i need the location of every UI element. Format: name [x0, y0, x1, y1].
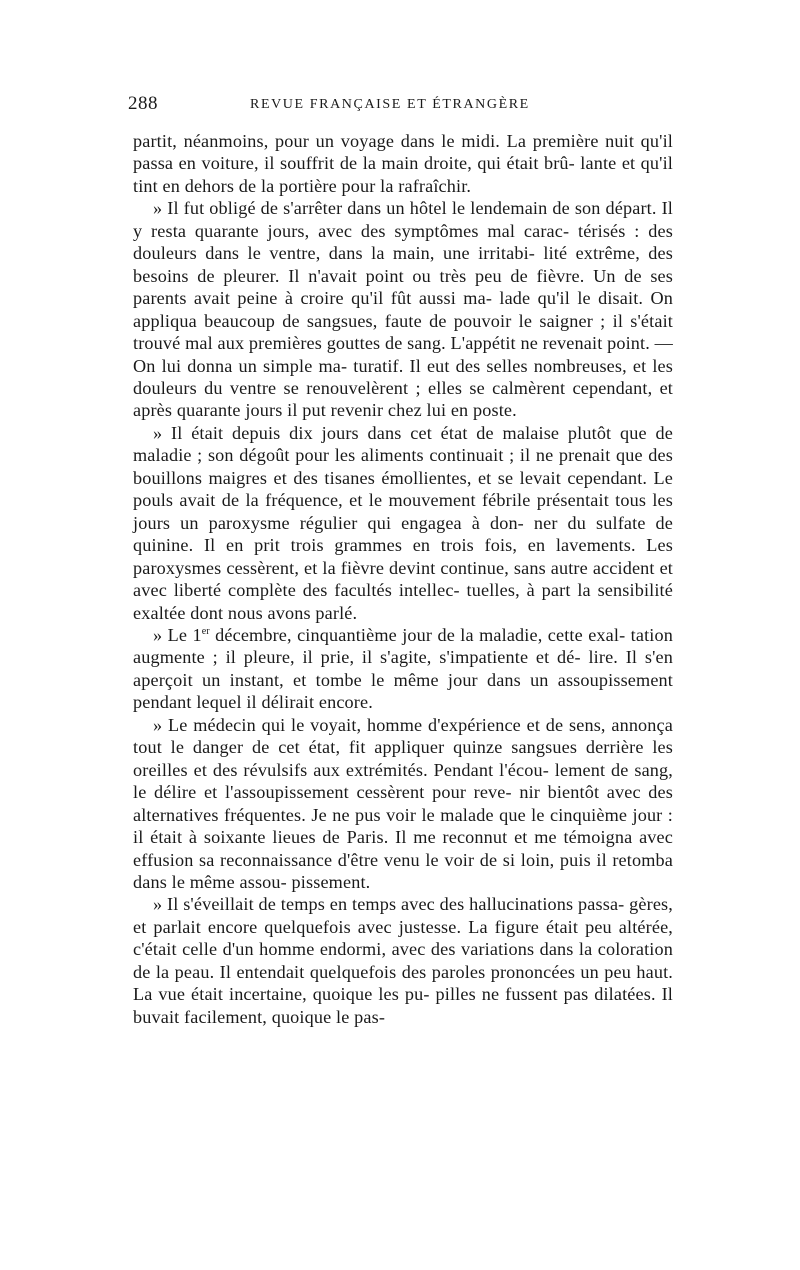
paragraph-2: » Il fut obligé de s'arrêter dans un hôtel le lendemain de son départ. Il y resta quarante jours, avec des symptômes mal carac- térisés : des douleurs dans le ventre, dans la main, une irritabi- lité extrême, des besoins de pleurer. Il n'avait point ou très peu de fièvre. Un de ses parents avait peine à croire qu'il fût aussi ma- lade qu'il le disait. On appliqua beaucoup de sangsues, faute de pouvoir le saigner ; il s'était trouvé mal aux premières gouttes de sang. L'appétit ne revenait point. — On lui donna un simple ma- turatif. Il eut des selles nombreuses, et les douleurs du ventre se renouvelèrent ; elles se calmèrent cependant, et après quarante jours il put revenir chez lui en poste. [133, 198, 673, 421]
paragraph-6: » Il s'éveillait de temps en temps avec des hallucinations passa- gères, et parlait encore quelquefois avec justesse. La figure était peu altérée, c'était celle d'un homme endormi, avec des variations dans la coloration de la peau. Il entendait quelquefois des paroles prononcées un peu haut. La vue était incertaine, quoique les pu- pilles ne fussent pas dilatées. Il buvait facilement, quoique le pas- [133, 894, 673, 1027]
paragraph-4 [133, 624, 673, 714]
paragraph-3: » Il était depuis dix jours dans cet état de malaise plutôt que de maladie ; son dégoût pour les aliments continuait ; il ne prenait que des bouillons maigres et des tisanes émollientes, et se levait cependant. Le pouls avait de la fréquence, et le mouvement fébrile présentait tous les jours un paroxysme régulier qui engagea à don- ner du sulfate de quinine. Il en prit trois grammes en trois fois, en lavements. Les paroxysmes cessèrent, et la fièvre devint continue, sans autre accident et avec liberté complète des facultés intellec- tuelles, à part la sensibilité exaltée dont nous avons parlé. [133, 422, 673, 623]
paragraph-1: partit, néanmoins, pour un voyage dans le midi. La première nuit qu'il passa en voiture, il souffrit de la main droite, qui était brû- lante et qu'il tint en dehors de la portière pour la rafraîchir. [133, 131, 673, 196]
ordinal-superscript: er [201, 625, 210, 637]
page-number: 288 [128, 93, 158, 114]
journal-title: REVUE FRANÇAISE ET ÉTRANGÈRE [250, 97, 530, 112]
paragraph-4-rest: décembre, cinquantième jour de la maladie, cette exal- tation augmente ; il pleure, il prie, il s'agite, s'impatiente et dé- lire. Il s'en aperçoit un instant, et tombe le même jour dans un assoupissement pendant lequel il délirait encore. [133, 624, 673, 713]
paragraph-4-start: » Le 1 [153, 624, 202, 645]
body-text [133, 130, 673, 1028]
paragraph-5: » Le médecin qui le voyait, homme d'expérience et de sens, annonça tout le danger de cet état, fit appliquer quinze sangsues derrière les oreilles et des révulsifs aux extrémités. Pendant l'écou- lement de sang, le délire et l'assoupissement cessèrent pour reve- nir bientôt avec des alternatives fréquentes. Je ne pus voir le malade que le cinquième jour : il était à soixante lieues de Paris. Il me reconnut et me témoigna avec effusion sa reconnaissance d'être venu le voir de si loin, puis il retomba dans le même assou- pissement. [133, 714, 673, 892]
running-head [128, 93, 688, 119]
